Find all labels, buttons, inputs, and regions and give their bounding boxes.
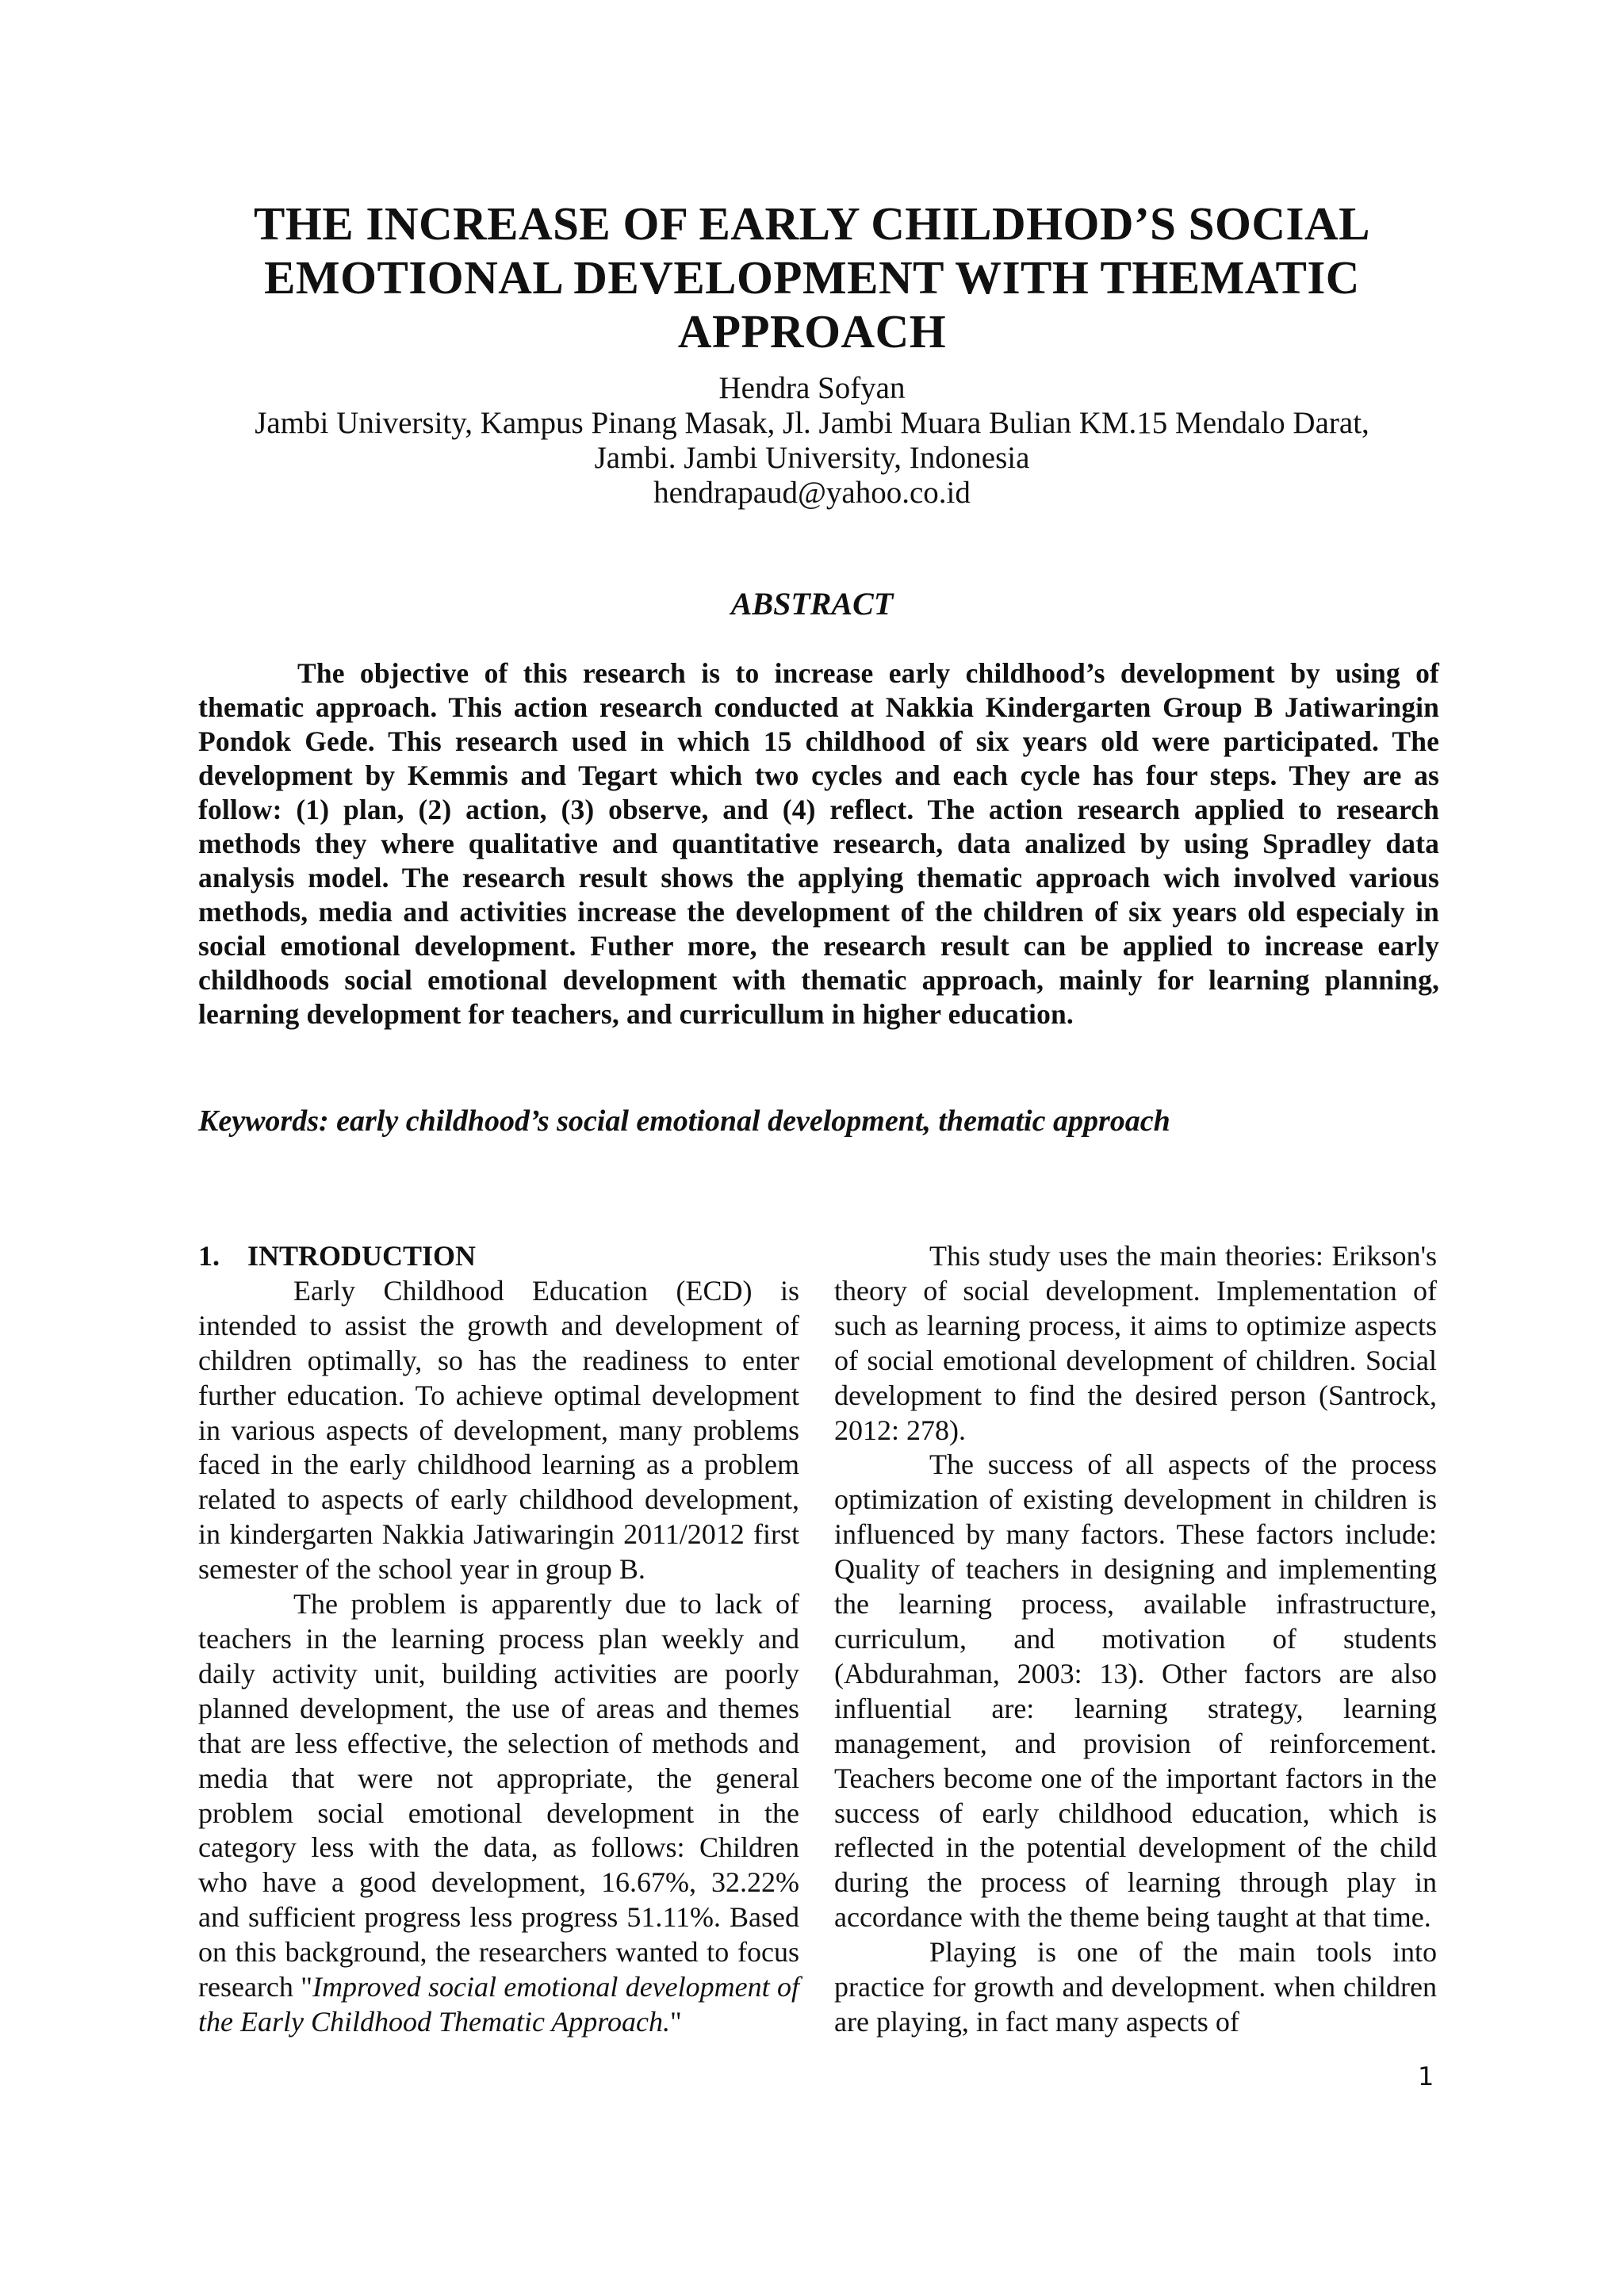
closing-quote: " [669, 2005, 682, 2038]
author-name: Hendra Sofyan [718, 371, 906, 405]
title-line: APPROACH [677, 305, 947, 358]
right-column [834, 1239, 1437, 2040]
title-line: EMOTIONAL DEVELOPMENT WITH THEMATIC [264, 251, 1360, 304]
paragraph: The success of all aspects of the process optimization of existing development in children is influenced by many factors. These factors include: Quality of teachers in designing and implementing the learning process, available infrastructure, curriculum, and motivation of students (Abdurahman, 2003: 13). Other factors are also influential are: learning strategy, learning management, and provision of reinforcement. Teachers become one of the important factors in the success of early childhood education, which is reflected in the potential development of the child during the process of learning through play in accordance with the theme being taught at that time. [834, 1448, 1437, 1934]
research-focus-title: Improved social emotional development of the Early Childhood Thematic Approach. [198, 1971, 799, 2038]
section-title: INTRODUCTION [247, 1240, 477, 1272]
author-email: hendrapaud@yahoo.co.id [653, 476, 971, 510]
affiliation-line: Jambi University, Kampus Pinang Masak, Jl. Jambi Muara Bulian KM.15 Mendalo Darat, [255, 406, 1369, 440]
paragraph [198, 1587, 799, 2040]
section-heading [198, 1239, 799, 1274]
paper-title [159, 197, 1465, 358]
paragraph-text: The problem is apparently due to lack of teachers in the learning process plan weekly and daily activity unit, building activities are poorly planned development, the use of areas and themes that are less effective, the selection of methods and media that were not appropriate, the general problem social emotional development in the category less with the data, as follows: Children who have a good development, 16.67%, 32.22% and sufficient progress less progress 51.11%. Based on this background, the researchers wanted to focus research " [198, 1588, 799, 2003]
affiliation-line: Jambi. Jambi University, Indonesia [594, 441, 1030, 475]
abstract-heading: ABSTRACT [730, 586, 894, 622]
author-block [159, 371, 1465, 511]
title-line: THE INCREASE OF EARLY CHILDHOD’S SOCIAL [254, 197, 1370, 250]
keywords: Keywords: early childhood’s social emotional development, thematic approach [198, 1104, 1170, 1138]
paragraph: This study uses the main theories: Erikson's theory of social development. Implementation of such as learning process, it aims to optimize aspects of social emotional development of children. Social development to find the desired person (Santrock, 2012: 278). [834, 1240, 1437, 1446]
paragraph: Playing is one of the main tools into practice for growth and development. when children are playing, in fact many aspects of [834, 1936, 1437, 2038]
abstract-text: The objective of this research is to increase early childhood’s development by using of thematic approach. This action research conducted at Nakkia Kindergarten Group B Jatiwaringin Pondok Gede. This research used in which 15 childhood of six years old were participated. The development by Kemmis and Tegart which two cycles and each cycle has four steps. They are as follow: (1) plan, (2) action, (3) observe, and (4) reflect. The action research applied to research methods they where qualitative and quantitative research, data analized by using Spradley data analysis model. The research result shows the applying thematic approach wich involved various methods, media and activities increase the development of the children of six years old especialy in social emotional development. Futher more, the research result can be applied to increase early childhoods social emotional development with thematic approach, mainly for learning planning, learning development for teachers, and curricullum in higher education. [198, 657, 1439, 1030]
left-column [198, 1239, 799, 2040]
paragraph: Early Childhood Education (ECD) is intended to assist the growth and development of children optimally, so has the readiness to enter further education. To achieve optimal development in various aspects of development, many problems faced in the early childhood learning as a problem related to aspects of early childhood development, in kindergarten Nakkia Jatiwaringin 2011/2012 first semester of the school year in group B. [198, 1274, 799, 1586]
page-number: 1 [1418, 2061, 1434, 2091]
section-number: 1. [198, 1240, 220, 1272]
